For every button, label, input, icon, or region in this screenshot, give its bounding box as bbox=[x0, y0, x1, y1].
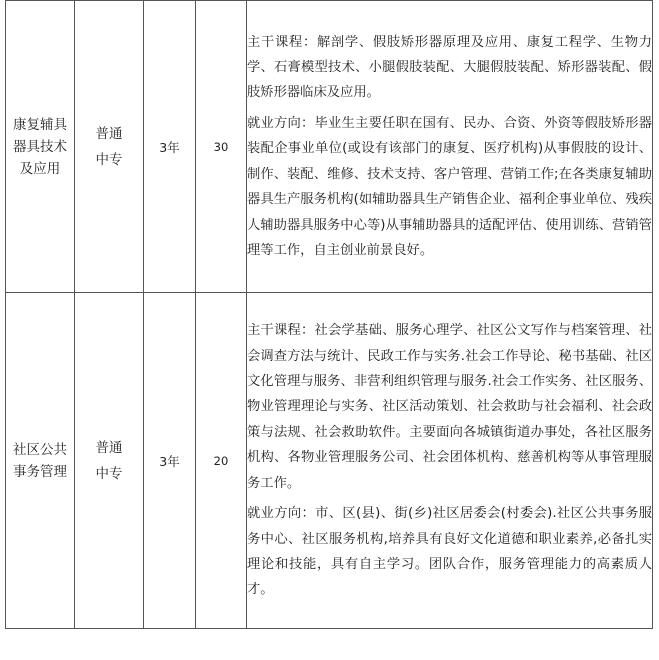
study-years: 3年 bbox=[159, 453, 180, 469]
study-years-cell bbox=[144, 1, 196, 293]
major-name-line: 事务管理 bbox=[13, 463, 67, 480]
major-name-line: 器具技术 bbox=[13, 138, 67, 155]
major-name-line: 及应用 bbox=[19, 160, 61, 177]
enrollment-cell bbox=[196, 293, 247, 629]
major-name-cell bbox=[6, 1, 75, 293]
education-level bbox=[75, 121, 143, 173]
enrollment-cell bbox=[196, 1, 247, 293]
major-name bbox=[6, 439, 74, 483]
main-courses-text: 主干课程：解剖学、假肢矫形器原理及应用、康复工程学、生物力学、石膏模型技术、小腿假肢装配、大腿假肢装配、矫形器装配、假肢矫形器临床及应用。 bbox=[247, 34, 652, 101]
major-name bbox=[6, 114, 74, 180]
major-name-cell bbox=[6, 293, 75, 629]
program-table bbox=[5, 0, 653, 629]
major-name-line: 康复辅具 bbox=[13, 116, 67, 133]
education-level-cell bbox=[75, 1, 144, 293]
enrollment-count: 20 bbox=[213, 453, 229, 468]
education-level-cell bbox=[75, 293, 144, 629]
enrollment-count: 30 bbox=[213, 139, 229, 154]
table-row bbox=[6, 293, 653, 629]
education-level bbox=[75, 435, 143, 487]
education-level-line: 普通 bbox=[95, 439, 123, 456]
table-row bbox=[6, 1, 653, 293]
main-courses-text: 主干课程：社会学基础、服务心理学、社区公文写作与档案管理、社会调查方法与统计、民政工作与实务.社会工作导论、秘书基础、社区文化管理与服务、非营利组织管理与服务.社会工作实务、社区服务、物业管理理论与实务、社区活动策划、社会救助与社会福利、社会政策与法规、社会救助软件。主要面向各城镇街道办事处，各社区服务机构、各物业管理服务公司、社会团体机构、慈善机构等从事管理服务工作。 bbox=[247, 323, 652, 491]
description-cell bbox=[247, 293, 653, 629]
education-level-line: 中专 bbox=[95, 465, 123, 482]
education-level-line: 普通 bbox=[95, 125, 123, 142]
study-years: 3年 bbox=[159, 139, 180, 155]
career-direction-text: 就业方向：毕业生主要任职在国有、民办、合资、外资等假肢矫形器装配企事业单位(或设有该部门的康复、医疗机构)从事假肢的设计、制作、装配、维修、技术支持、客户管理、营销工作;在各类康复辅助器具生产服务机构(如辅助器具生产销售企业、福利企事业单位、残疾人辅助器具服务中心等)从事辅助器具的适配评估、使用训练、营销管理等工作，自主创业前景良好。 bbox=[247, 115, 652, 258]
study-years-cell bbox=[144, 293, 196, 629]
career-direction-text: 就业方向：市、区(县)、街(乡)社区居委会(村委会).社区公共事务服务中心、社区服务机构,培养具有良好文化道德和职业素养,必备扎实理论和技能，具有自主学习。团队合作，服务管理能力的高素质人才。 bbox=[247, 506, 652, 598]
education-level-line: 中专 bbox=[95, 151, 123, 168]
major-name-line: 社区公共 bbox=[13, 441, 67, 458]
description-cell bbox=[247, 1, 653, 293]
